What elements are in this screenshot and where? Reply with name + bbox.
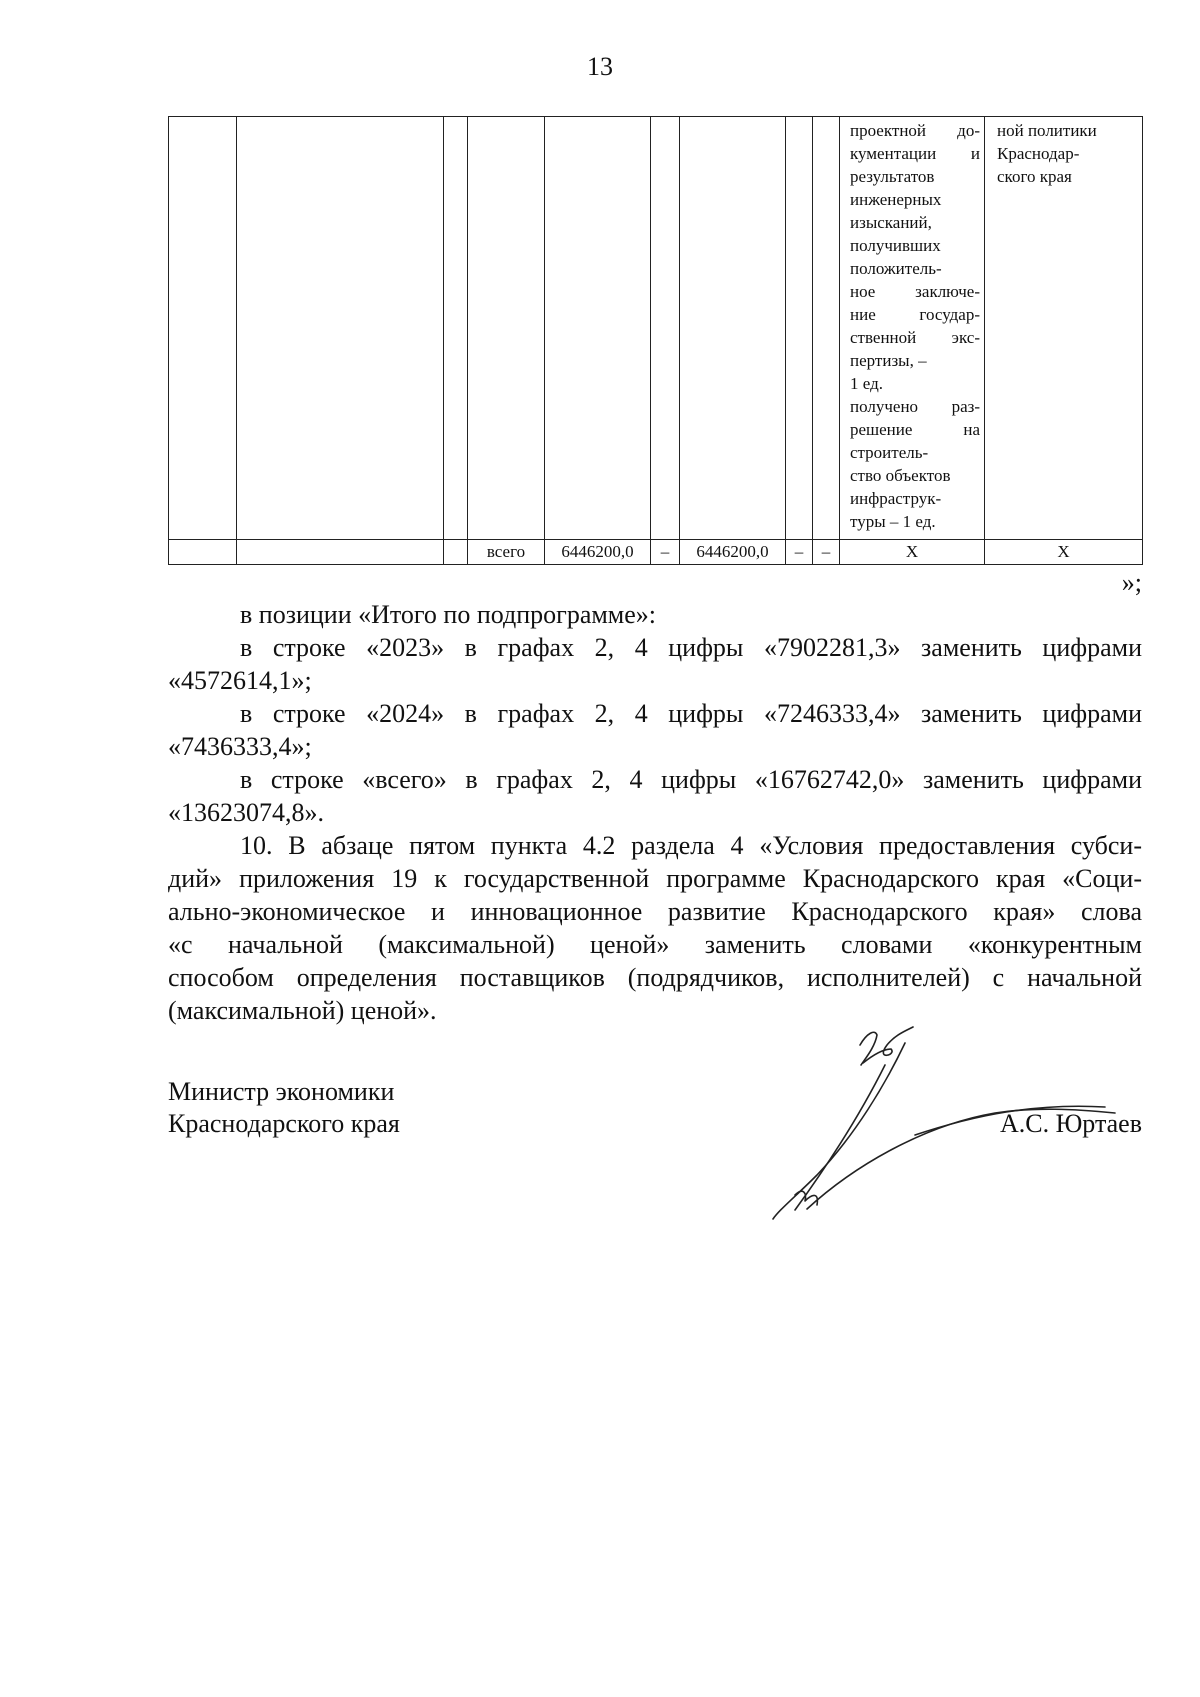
description-line: инженерных	[850, 190, 942, 209]
total-row	[169, 540, 1143, 565]
table-cell	[545, 117, 651, 540]
text-line: в позиции «Итого по подпрограмме»:	[240, 600, 657, 629]
responsible-x-mark: X	[985, 540, 1143, 565]
description-line: ное заключе-	[850, 282, 980, 301]
amendment-text	[168, 598, 1142, 1027]
description-line: кументации и	[850, 144, 980, 163]
text-line: «7436333,4»;	[168, 732, 312, 761]
responsible-line: ной политики	[997, 121, 1097, 140]
page-number: 13	[587, 52, 613, 81]
description-line: получивших	[850, 236, 941, 255]
description-line: изысканий,	[850, 213, 932, 232]
description-line: ние государ-	[850, 305, 980, 324]
total-amount: 6446200,0	[545, 540, 651, 565]
total-label: всего	[468, 540, 545, 565]
program-table	[168, 116, 1143, 565]
table-cell	[786, 117, 813, 540]
description-line: ство объектов	[850, 466, 951, 485]
description-line: получено раз-	[850, 397, 980, 416]
regional-amount: 6446200,0	[680, 540, 786, 565]
text-line: «с начальной (максимальной) ценой» заменить словами «конкурентным	[168, 930, 1142, 959]
table-row	[169, 117, 1143, 540]
description-line: пертизы, –	[850, 351, 927, 370]
table-cell	[468, 117, 545, 540]
table-cell	[444, 117, 468, 540]
table-cell	[237, 540, 444, 565]
text-line: в строке «всего» в графах 2, 4 цифры «16762742,0» заменить цифрами	[240, 765, 1142, 794]
text-line: «13623074,8».	[168, 798, 324, 827]
text-line: в строке «2024» в графах 2, 4 цифры «7246333,4» заменить цифрами	[240, 699, 1142, 728]
responsible-line: Краснодар-	[997, 144, 1080, 163]
responsible-line: ского края	[997, 167, 1072, 186]
text-line: дий» приложения 19 к государственной программе Краснодарского края «Соци-	[168, 864, 1142, 893]
text-line: в строке «2023» в графах 2, 4 цифры «7902281,3» заменить цифрами	[240, 633, 1142, 662]
closing-quote: »;	[1121, 568, 1142, 597]
signatory-title	[168, 1076, 400, 1140]
table-cell	[680, 117, 786, 540]
table-cell	[237, 117, 444, 540]
description-line: инфраструк-	[850, 489, 942, 508]
signatory-title-line: Краснодарского края	[168, 1109, 400, 1138]
description-line: решение на	[850, 420, 980, 439]
description-line: положитель-	[850, 259, 942, 278]
text-line: «4572614,1»;	[168, 666, 312, 695]
description-line: ственной экс-	[850, 328, 980, 347]
extrabudget-amount: –	[813, 540, 840, 565]
description-line: 1 ед.	[850, 374, 883, 393]
result-x-mark: X	[840, 540, 985, 565]
table-cell	[651, 117, 680, 540]
responsible-cell	[985, 117, 1143, 540]
description-line: проектной до-	[850, 121, 980, 140]
table-cell	[813, 117, 840, 540]
local-amount: –	[786, 540, 813, 565]
text-line: 10. В абзаце пятом пункта 4.2 раздела 4 «Условия предоставления субси-	[240, 831, 1142, 860]
table-cell	[169, 540, 237, 565]
description-line: результатов	[850, 167, 935, 186]
federal-amount: –	[651, 540, 680, 565]
signatory-name: А.С. Юртаев	[999, 1109, 1142, 1138]
description-line: туры – 1 ед.	[850, 512, 936, 531]
result-description-cell	[840, 117, 985, 540]
text-line: ально-экономическое и инновационное развитие Краснодарского края» слова	[168, 897, 1142, 926]
table-cell	[444, 540, 468, 565]
signatory-title-line: Министр экономики	[168, 1077, 395, 1106]
text-line: (максимальной) ценой».	[168, 996, 437, 1025]
description-line: строитель-	[850, 443, 929, 462]
text-line: способом определения поставщиков (подрядчиков, исполнителей) с начальной	[168, 963, 1142, 992]
table-cell	[169, 117, 237, 540]
